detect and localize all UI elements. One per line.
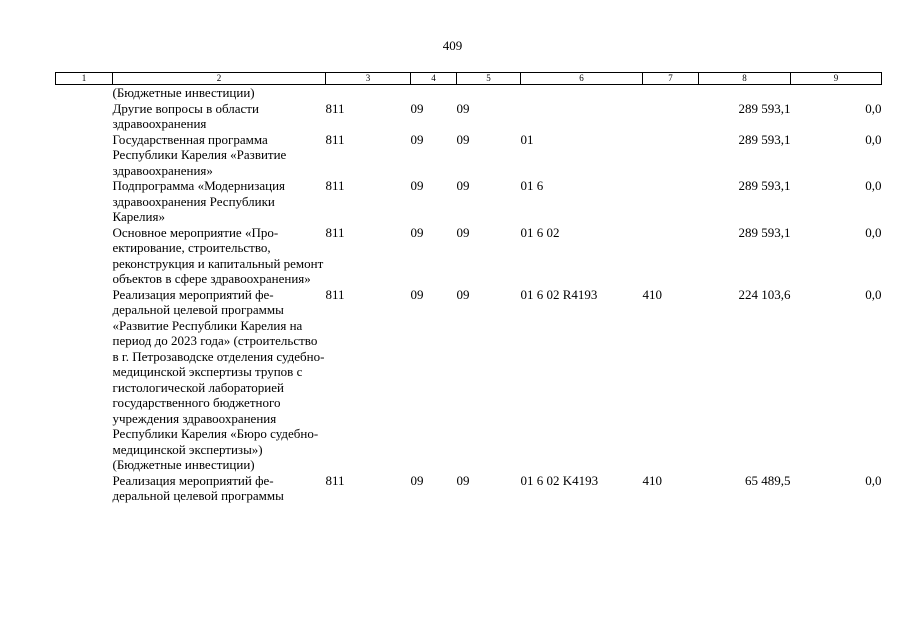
- header-col-1: 1: [56, 73, 113, 85]
- row-amount-2: 0,0: [865, 178, 882, 193]
- row-ministry-code: 811: [325, 100, 345, 116]
- row-target-article: [521, 85, 643, 101]
- row-section: 09: [410, 472, 424, 488]
- row-subsection: 09: [456, 131, 470, 147]
- row-section: [411, 85, 457, 101]
- row-name: Подпрограмма «Модернизация здравоохранения Республики Карелия»: [112, 178, 286, 224]
- row-amount-2: 0,0: [865, 131, 882, 147]
- row-subsection: 09: [456, 100, 470, 116]
- table-row: [56, 473, 882, 504]
- row-amount: 289 593,1: [738, 178, 791, 193]
- row-ministry-code: 811: [325, 178, 345, 193]
- row-amount: 224 103,6: [738, 286, 791, 302]
- row-target-article: [521, 101, 643, 132]
- row-section: 09: [410, 100, 424, 116]
- row-name: Основное мероприятие «Проектирование, строительство, реконструкция и капитальный ремонт объектов в сфере здравоохранения»: [112, 224, 324, 286]
- table-row: [56, 225, 882, 287]
- row-target-article: 01 6: [520, 178, 544, 193]
- table-row: [56, 287, 882, 473]
- row-ministry-code: 811: [325, 286, 345, 302]
- row-amount: 289 593,1: [738, 224, 791, 240]
- row-expense-type: 410: [642, 286, 662, 302]
- row-amount-2: 0,0: [865, 472, 882, 488]
- row-amount-2: [791, 85, 882, 101]
- row-section: 09: [410, 131, 424, 147]
- row-amount: 289 593,1: [738, 100, 791, 116]
- row-subsection: 09: [456, 178, 470, 193]
- row-ministry-code: 811: [325, 131, 345, 147]
- row-expense-type: [643, 132, 699, 179]
- header-col-9: 9: [791, 73, 882, 85]
- header-col-8: 8: [699, 73, 791, 85]
- row-amount-2: 0,0: [865, 286, 882, 302]
- row-amount: 65 489,5: [745, 472, 791, 488]
- header-col-3: 3: [326, 73, 411, 85]
- table-row: [56, 101, 882, 132]
- header-col-4: 4: [411, 73, 457, 85]
- row-name: Реализация мероприятий федеральной целевой программы «Развитие Республики Карелия на период до 2023 года» (строительство в г. Петрозаводске отделения судебно-медицинской экспертизы трупов с гистологической лабораторией государственного бюджетного учреждения здравоохранения Республики Карелия «Бюро судебно-медицинской экспертизы») (Бюджетные инвестиции): [112, 286, 325, 472]
- row-name: Реализация мероприятий федеральной целевой программы: [112, 472, 284, 503]
- row-target-article: 01 6 02: [520, 224, 560, 240]
- row-expense-type: [643, 85, 699, 101]
- table-row: [56, 132, 882, 179]
- row-ministry-code: 811: [325, 224, 345, 240]
- header-row: [56, 73, 882, 85]
- row-amount: [699, 85, 791, 101]
- row-section: 09: [410, 178, 424, 193]
- row-name: Государственная программа Республики Карелия «Развитие здравоохранения»: [112, 131, 287, 178]
- table-row: [56, 178, 882, 225]
- row-expense-type: 410: [642, 472, 662, 488]
- row-target-article: 01: [520, 131, 534, 147]
- row-subsection: [457, 85, 521, 101]
- row-name: Другие вопросы в области здравоохранения: [112, 100, 259, 131]
- row-target-article: 01 6 02 K4193: [520, 472, 599, 488]
- row-ministry-code: [326, 85, 411, 101]
- row-name: (Бюджетные инвестиции): [112, 85, 255, 100]
- row-amount: 289 593,1: [738, 131, 791, 147]
- row-expense-type: [643, 101, 699, 132]
- row-ministry-code: 811: [325, 472, 345, 488]
- header-col-7: 7: [643, 73, 699, 85]
- row-expense-type: [643, 225, 699, 287]
- row-subsection: 09: [456, 224, 470, 240]
- page-number: 409: [442, 38, 463, 53]
- row-subsection: 09: [456, 472, 470, 488]
- header-col-2: 2: [113, 73, 326, 85]
- table-row: [56, 85, 882, 101]
- row-section: 09: [410, 286, 424, 302]
- budget-table: [55, 72, 882, 504]
- row-amount-2: 0,0: [865, 100, 882, 116]
- header-col-5: 5: [457, 73, 521, 85]
- row-amount-2: 0,0: [865, 224, 882, 240]
- header-col-6: 6: [521, 73, 643, 85]
- row-target-article: 01 6 02 R4193: [520, 286, 598, 302]
- row-subsection: 09: [456, 286, 470, 302]
- row-section: 09: [410, 224, 424, 240]
- row-expense-type: [643, 178, 699, 225]
